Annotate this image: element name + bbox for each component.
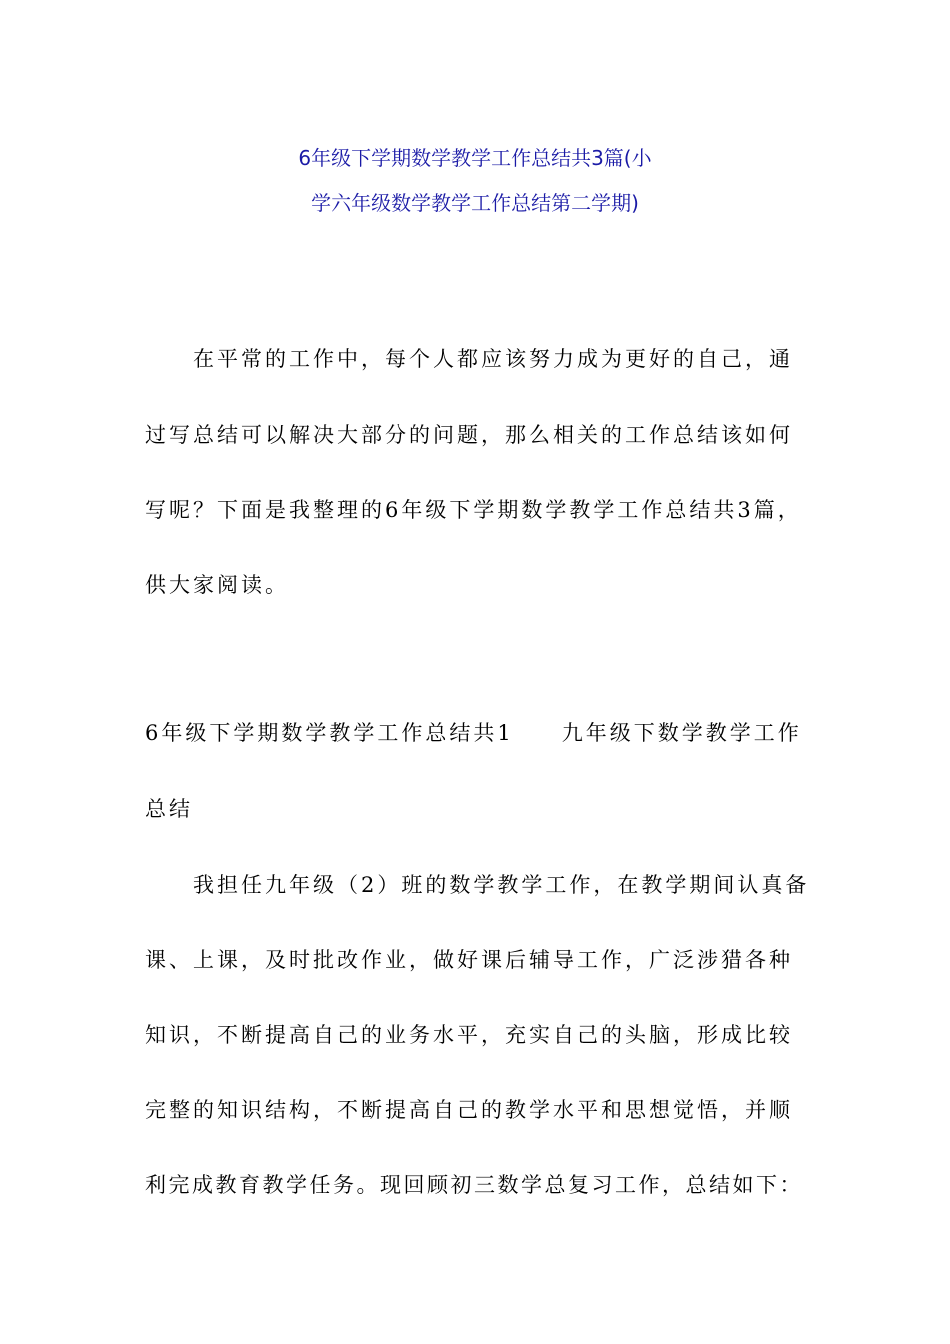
- intro-line-1: 在平常的工作中，每个人都应该努力成为更好的自己，通: [193, 347, 793, 371]
- section-heading-line-2: 总结: [145, 797, 193, 821]
- intro-line-3: 写呢？下面是我整理的6年级下学期数学教学工作总结共3篇，: [145, 498, 802, 522]
- body-line-3: 知识，不断提高自己的业务水平，充实自己的头脑，形成比较: [145, 1023, 793, 1047]
- document-title-line-2: 学六年级数学教学工作总结第二学期): [311, 191, 639, 215]
- intro-line-2: 过写总结可以解决大部分的问题，那么相关的工作总结该如何: [145, 423, 793, 447]
- body-line-5: 利完成教育教学任务。现回顾初三数学总复习工作，总结如下：: [145, 1173, 803, 1197]
- body-line-4: 完整的知识结构，不断提高自己的教学水平和思想觉悟，并顺: [145, 1098, 793, 1122]
- document-title-line-1: 6年级下学期数学教学工作总结共3篇(小: [298, 146, 652, 170]
- body-line-2: 课、上课，及时批改作业，做好课后辅导工作，广泛涉猎各种: [145, 948, 793, 972]
- body-line-1: 我担任九年级（2）班的数学教学工作，在教学期间认真备: [193, 873, 810, 897]
- section-heading-line-1: 6年级下学期数学教学工作总结共1 九年级下数学教学工作: [145, 721, 802, 745]
- intro-line-4: 供大家阅读。: [145, 573, 289, 597]
